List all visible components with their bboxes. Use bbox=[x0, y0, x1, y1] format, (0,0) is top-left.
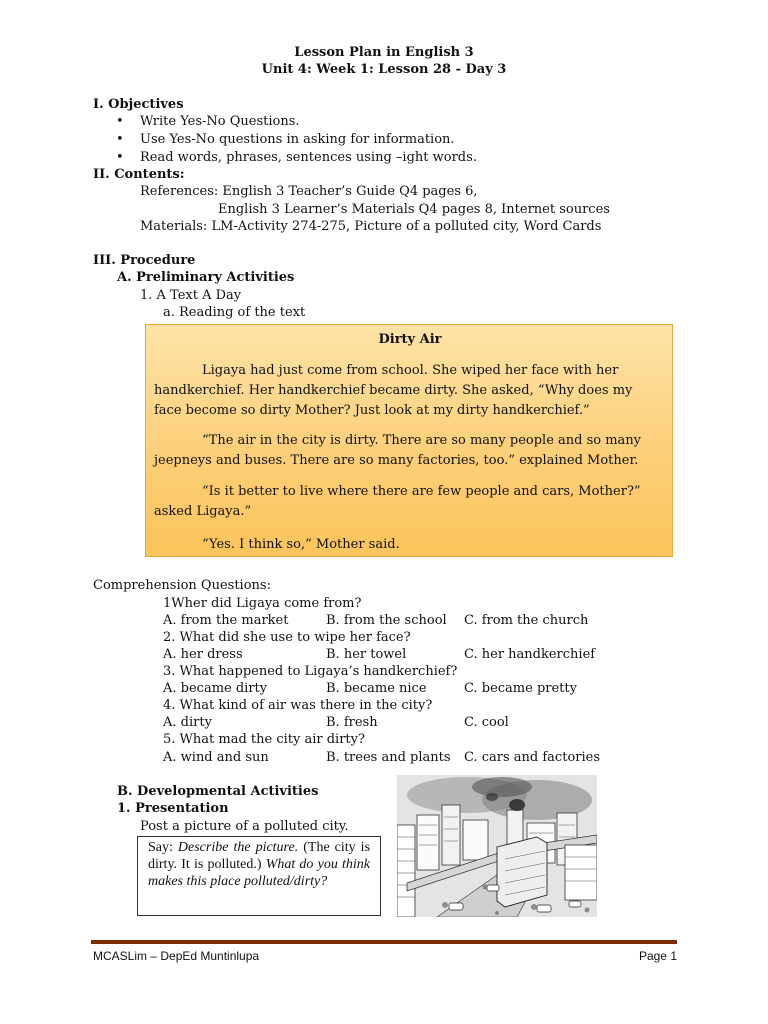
references-line: English 3 Learner’s Materials Q4 pages 8, Internet sources bbox=[218, 202, 610, 217]
procedure-heading: III. Procedure bbox=[93, 253, 196, 268]
choice-b: B. fresh bbox=[326, 715, 378, 730]
choice-a: A. became dirty bbox=[163, 681, 268, 696]
doc-subtitle: Unit 4: Week 1: Lesson 28 - Day 3 bbox=[261, 62, 507, 77]
contents-heading: II. Contents: bbox=[93, 167, 185, 182]
say-plain-text: (The city is dirty. It is polluted.) bbox=[148, 840, 371, 872]
objective-item: • Write Yes-No Questions. bbox=[140, 113, 300, 130]
choice-b: B. became nice bbox=[326, 681, 427, 696]
say-italic-text: Describe the picture. bbox=[177, 840, 299, 855]
question-text: 5. What mad the city air dirty? bbox=[163, 732, 365, 747]
doc-title: Lesson Plan in English 3 bbox=[294, 45, 474, 60]
choice-c: C. her handkerchief bbox=[464, 647, 596, 662]
choice-c: C. became pretty bbox=[464, 681, 577, 696]
materials-line: Materials: LM-Activity 274-275, Picture of a polluted city, Word Cards bbox=[140, 219, 602, 234]
story-paragraph: “Is it better to live where there are few people and cars, Mother?” asked Ligaya.” bbox=[154, 484, 641, 519]
story-paragraph: “The air in the city is dirty. There are so many people and so many jeepneys and buses. There are so many factories, too.” explained Mother. bbox=[154, 433, 642, 468]
objective-item: • Use Yes-No questions in asking for information. bbox=[140, 131, 455, 148]
story-paragraph: “Yes. I think so,” Mother said. bbox=[202, 537, 400, 552]
choice-a: A. her dress bbox=[163, 647, 243, 662]
say-label: Say: bbox=[148, 840, 173, 855]
choice-c: C. cool bbox=[464, 715, 509, 730]
objective-item: • Read words, phrases, sentences using –ight words. bbox=[140, 149, 477, 166]
procedure-subitem: a. Reading of the text bbox=[163, 305, 306, 320]
choice-b: B. trees and plants bbox=[326, 750, 451, 765]
presentation-instruction: Post a picture of a polluted city. bbox=[140, 819, 349, 834]
choice-a: A. wind and sun bbox=[163, 750, 269, 765]
preliminary-heading: A. Preliminary Activities bbox=[117, 270, 295, 285]
say-italic-text: What do you think makes this place polluted/dirty? bbox=[148, 857, 371, 889]
question-text: 2. What did she use to wipe her face? bbox=[163, 630, 411, 645]
choice-b: B. her towel bbox=[326, 647, 407, 662]
choice-b: B. from the school bbox=[326, 613, 447, 628]
question-text: 1Wher did Ligaya come from? bbox=[163, 596, 362, 611]
footer-left: MCASLim – DepEd Muntinlupa bbox=[93, 949, 260, 963]
story-paragraph: Ligaya had just come from school. She wiped her face with her handkerchief. Her handkerchief became dirty. She asked, “Why does my face become so dirty Mother? Just look at my dirty handkerchief.” bbox=[154, 363, 633, 418]
procedure-item: 1. A Text A Day bbox=[140, 288, 242, 303]
choice-c: C. cars and factories bbox=[464, 750, 601, 765]
story-title: Dirty Air bbox=[378, 332, 442, 347]
question-text: 3. What happened to Ligaya’s handkerchief? bbox=[163, 664, 458, 679]
choice-a: A. dirty bbox=[163, 715, 212, 730]
say-box bbox=[137, 836, 381, 916]
choice-c: C. from the church bbox=[464, 613, 589, 628]
choice-a: A. from the market bbox=[163, 613, 289, 628]
references-line: References: English 3 Teacher’s Guide Q4 pages 6, bbox=[140, 184, 478, 199]
polluted-city-illustration bbox=[397, 775, 597, 917]
page-number: Page 1 bbox=[638, 949, 677, 963]
objectives-heading: I. Objectives bbox=[93, 97, 184, 112]
question-text: 4. What kind of air was there in the city? bbox=[163, 698, 433, 713]
presentation-heading: 1. Presentation bbox=[117, 801, 229, 816]
story-box bbox=[145, 324, 673, 557]
footer-rule bbox=[91, 940, 677, 944]
comprehension-heading: Comprehension Questions: bbox=[93, 578, 271, 593]
developmental-heading: B. Developmental Activities bbox=[117, 784, 319, 799]
